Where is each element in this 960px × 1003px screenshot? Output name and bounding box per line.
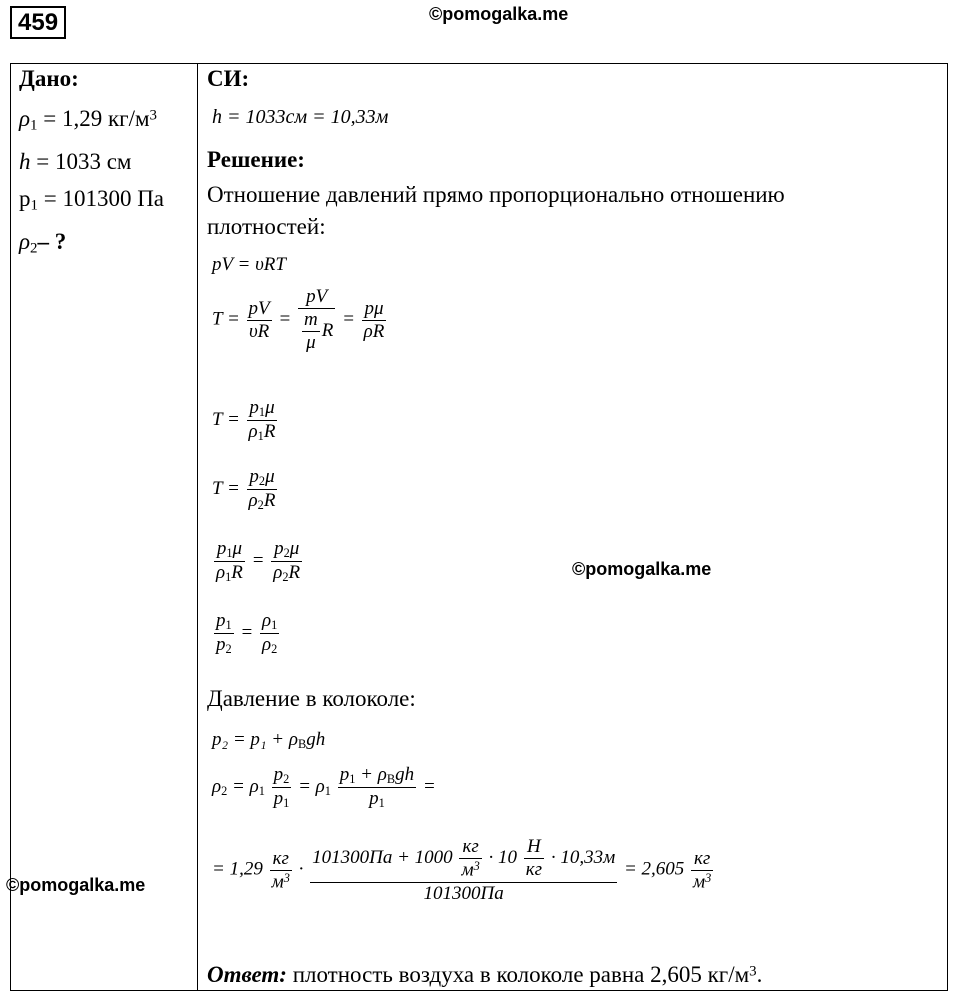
si-header: СИ: bbox=[207, 66, 250, 91]
formula-calculation: = 1,29 $\frac{кг}{м^3}$ · 101300Па + 1000 $\frac{кг}{м^3}$ · 10 $\frac{H}{кг}$ · 10,33м 101300Па = 2,605 $\frac{кг}{м^3}$ bbox=[212, 836, 712, 904]
column-divider bbox=[197, 64, 198, 990]
answer-line: Ответ: плотность воздуха в колоколе равна 2,605 $кг/м^3$. bbox=[207, 962, 763, 987]
formula-ratio: $\frac{p_1}{p_2}$ = $\frac{\rho_1}{\rho_2}$ bbox=[216, 610, 278, 657]
solution-text-line2: плотностей: bbox=[207, 214, 326, 239]
given-header: Дано: bbox=[19, 66, 79, 91]
formula-bell-pressure: $p_2 = p_1 + \rho_Bgh$ bbox=[212, 729, 326, 752]
bell-pressure-text: Давление в колоколе: bbox=[207, 686, 416, 711]
watermark-top: ©pomogalka.me bbox=[429, 4, 569, 24]
si-conversion: h = 1033см = 10,33м bbox=[212, 106, 389, 128]
formula-equality: $\frac{p_1\mu}{\rho_1R}$ = $\frac{p_2\mu}{\rho_2R}$ bbox=[216, 538, 301, 585]
formula-ideal-gas: pV = υRT bbox=[212, 254, 286, 275]
formula-temperature: T = $\frac{pV}{\upsilon R}$ = pV $\frac{m}{\mu}$ R = $\frac{p\mu}{\rho R}$ bbox=[212, 286, 385, 353]
problem-number: 459 bbox=[10, 6, 66, 39]
solution-header: Решение: bbox=[207, 147, 305, 172]
given-p1: $p_1 = 101300$ Па bbox=[19, 186, 165, 214]
given-unknown: $\rho_2-$ ? bbox=[19, 229, 67, 257]
given-rho1: $\rho_1 = 1,29$ $кг/м^3$ bbox=[19, 106, 158, 134]
watermark-bottom: ©pomogalka.me bbox=[6, 875, 146, 895]
formula-rho2: $\rho_2 = \rho_1$ $\frac{p_2}{p_1}$ = $\rho_1$ $\frac{p_1 + \rho_Bgh}{p_1}$ = bbox=[212, 764, 436, 811]
given-height: h = 1033 см bbox=[19, 149, 132, 174]
solution-table bbox=[10, 63, 948, 991]
formula-t1: T = $\frac{p_1\mu}{\rho_1R}$ bbox=[212, 397, 276, 444]
solution-text-line1: Отношение давлений прямо пропорционально отношению bbox=[207, 182, 785, 207]
watermark-middle: ©pomogalka.me bbox=[572, 559, 712, 579]
formula-t2: T = $\frac{p_2\mu}{\rho_2R}$ bbox=[212, 466, 276, 513]
